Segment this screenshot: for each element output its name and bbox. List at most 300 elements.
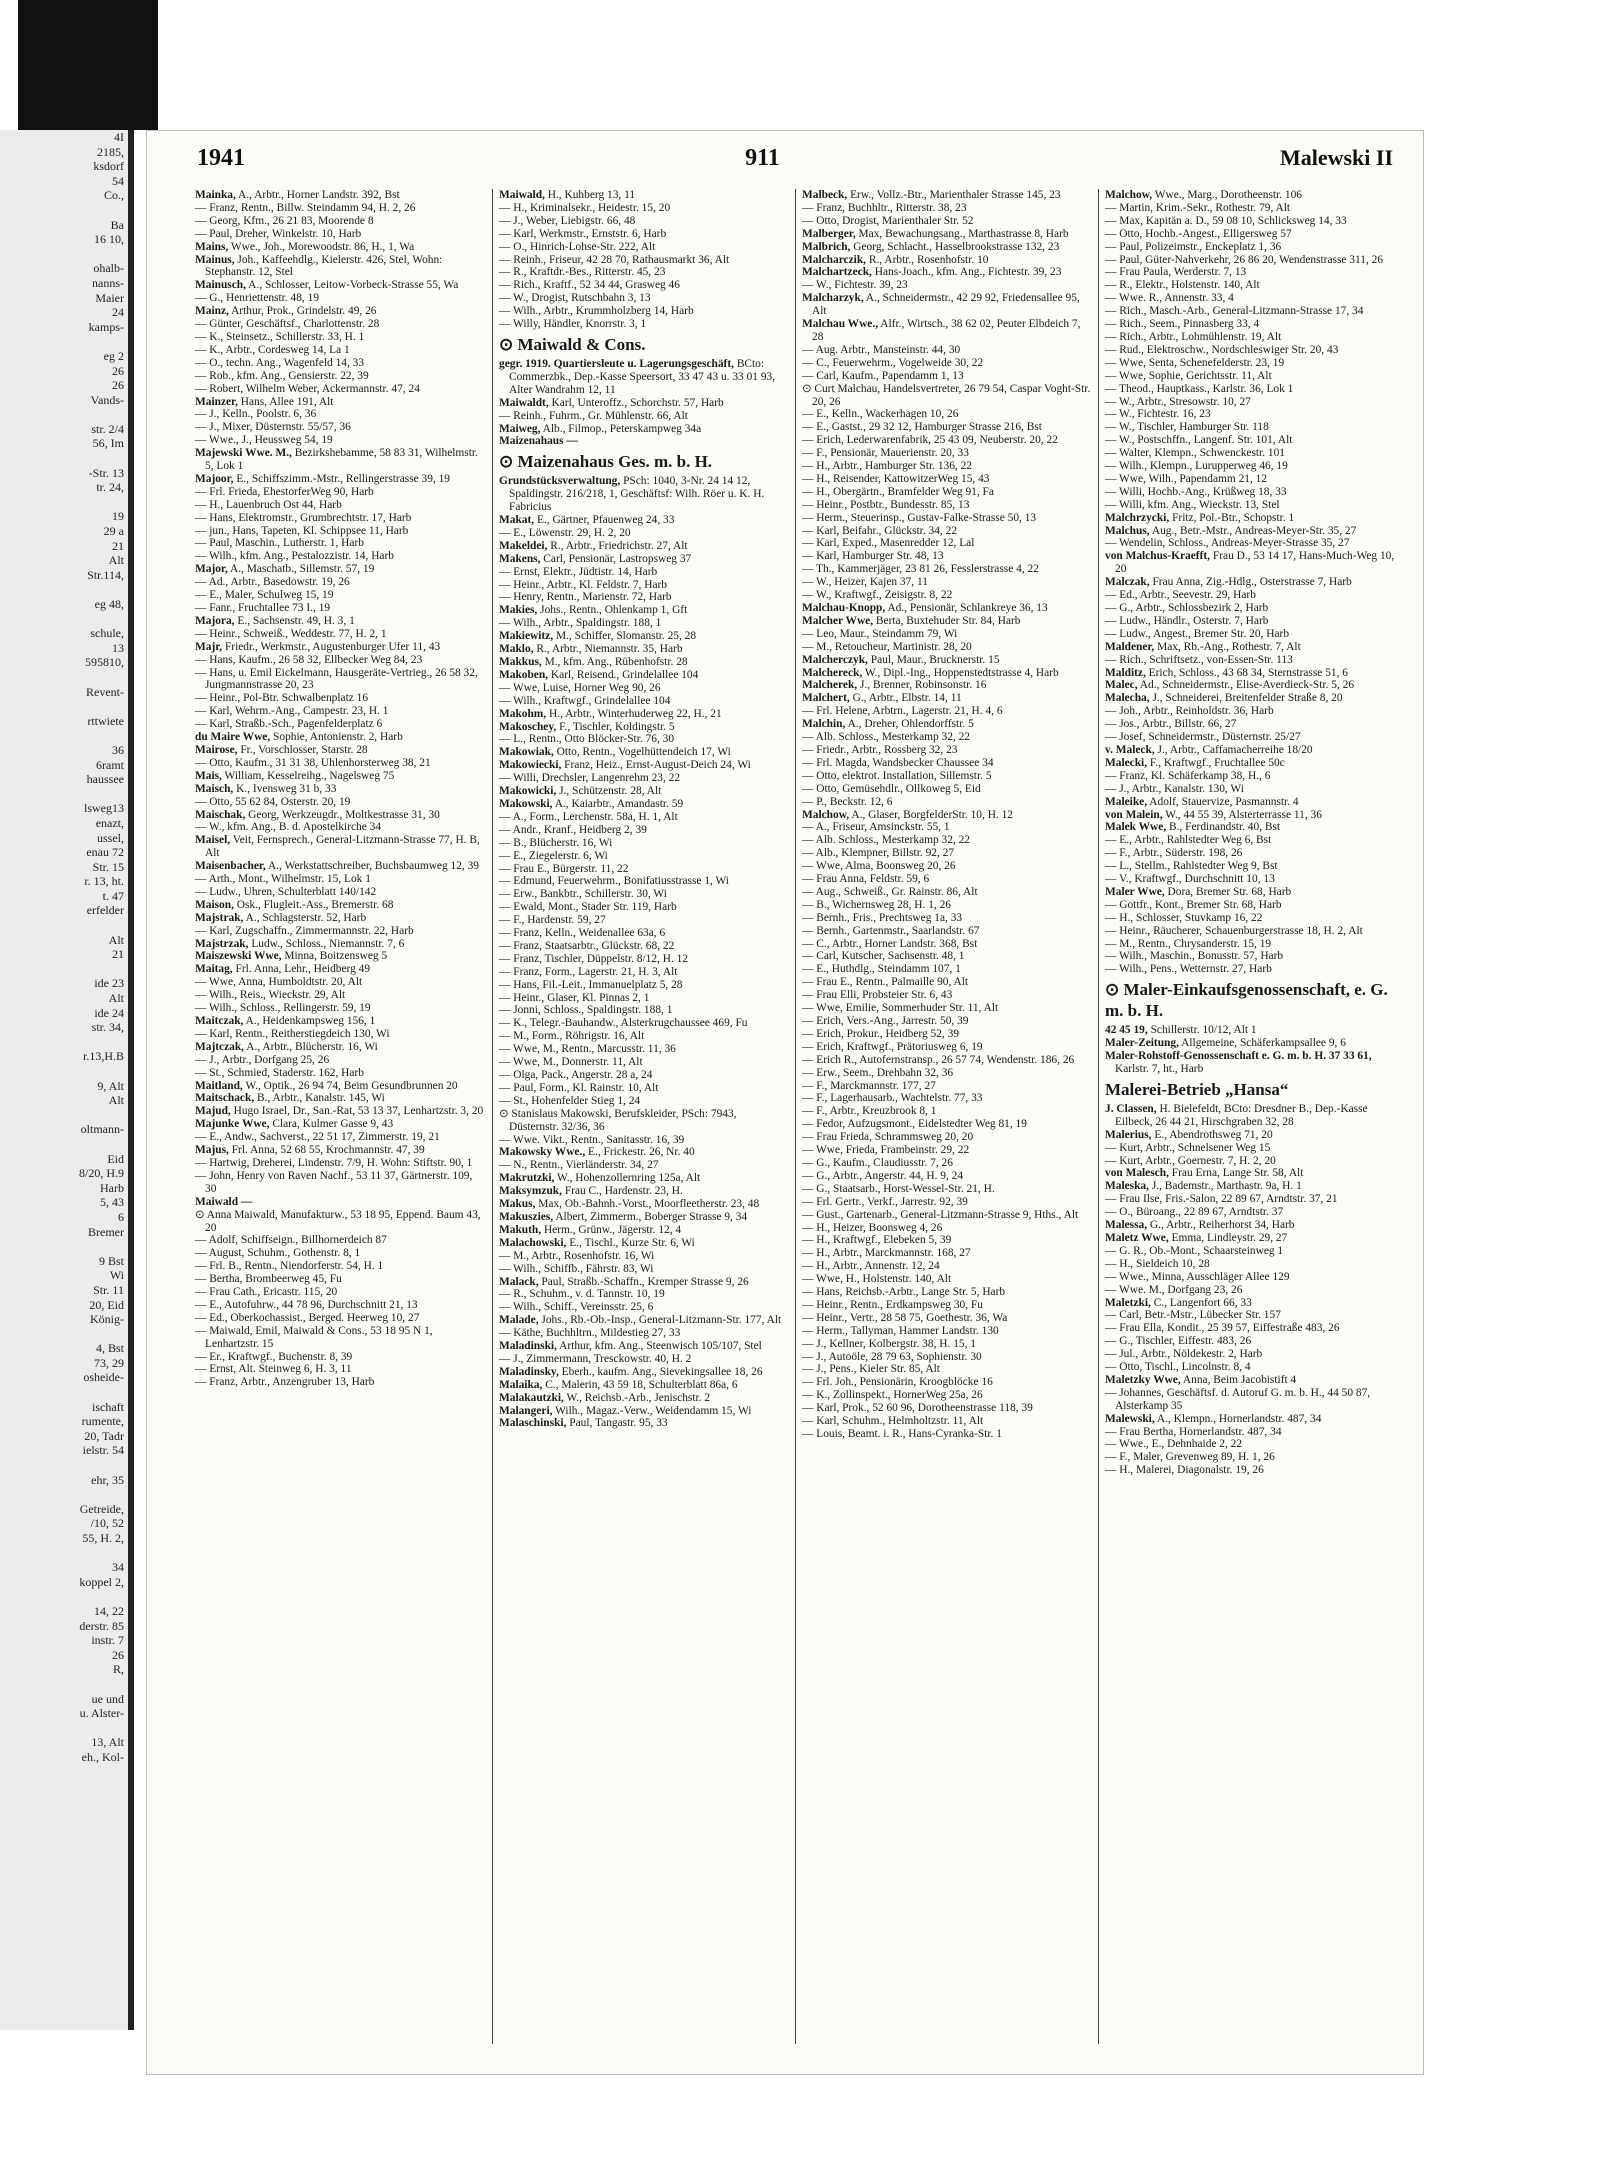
directory-entry: ⊙ Maler-Einkaufsgenossenschaft, e. G. m. b. H. xyxy=(1105,980,1388,1021)
directory-entry: — Otto, Drogist, Marienthaler Str. 52 xyxy=(802,214,974,227)
directory-entry: — Frau E., Bürgerstr. 11, 22 xyxy=(499,862,629,875)
directory-entry: Makat, E., Gärtner, Pfauenweg 24, 33 xyxy=(499,514,675,527)
directory-entry: — Otto, Tischl., Lincolnstr. 8, 4 xyxy=(1105,1361,1251,1374)
directory-entry: Malchau-Knopp, Ad., Pensionär, Schlankreye 36, 13 xyxy=(802,602,1048,614)
directory-entry: — Robert, Wilhelm Weber, Ackermannstr. 47, 24 xyxy=(195,382,420,395)
directory-entry: — Wwe, Senta, Schenefelderstr. 23, 19 xyxy=(1105,356,1285,369)
directory-entry: — Carl, Kaufm., Papendamm 1, 13 xyxy=(802,369,964,382)
directory-entry: Mais, William, Kesselreihg., Nagelsweg 75 xyxy=(195,769,395,782)
directory-entry: — R., Kraftdr.-Bes., Ritterstr. 45, 23 xyxy=(499,266,666,279)
directory-entry: Maler-Rohstoff-Genossenschaft e. G. m. b. H. 37 33 61, Karlstr. 7, ht., Harb xyxy=(1105,1050,1372,1075)
directory-entry: — M., Retoucheur, Martinistr. 28, 20 xyxy=(802,640,972,653)
directory-entry: — Frau Cath., Ericastr. 115, 20 xyxy=(195,1286,338,1299)
directory-entry: — Heinr., Vertr., 28 58 75, Goethestr. 36, Wa xyxy=(802,1311,1008,1324)
directory-entry: Majewski Wwe. M., Bezirkshebamme, 58 83 31, Wilhelmstr. 5, Lok 1 xyxy=(195,447,478,473)
fragment-line: Harb xyxy=(100,1180,124,1195)
directory-entry: Major, A., Maschatb., Sillemstr. 57, 19 xyxy=(195,563,375,576)
directory-entry: Majus, Frl. Anna, 52 68 55, Krochmannstr. 47, 39 xyxy=(195,1144,425,1157)
fragment-line: str. 34, xyxy=(91,1020,124,1035)
directory-entry: — Otto, Kaufm., 31 31 38, Uhlenhorsterweg 38, 21 xyxy=(195,756,431,769)
directory-entry: — Karl, Zugschaffn., Zimmermannstr. 22, Harb xyxy=(195,924,414,937)
directory-entry: — F., Hardenstr. 59, 27 xyxy=(499,914,606,927)
directory-entry: — Frl. Magda, Wandsbecker Chaussee 34 xyxy=(802,756,994,769)
fragment-line: 19 xyxy=(112,509,124,524)
fragment-line: nanns- xyxy=(92,275,124,290)
fragment-line: 595810, xyxy=(85,655,124,670)
directory-entry: Maisel, Veit, Fernsprech., General-Litzmann-Strasse 77, H. B, Alt xyxy=(195,834,480,860)
directory-entry: — Wendelin, Schloss., Andreas-Meyer-Strasse 35, 27 xyxy=(1105,537,1350,550)
directory-entry: — Wwe, Wilh., Papendamm 21, 12 xyxy=(1105,472,1268,485)
directory-entry: — K., Zollinspekt., HornerWeg 25a, 26 xyxy=(802,1389,983,1402)
directory-entry: — Ad., Arbtr., Basedowstr. 19, 26 xyxy=(195,576,350,589)
fragment-line: oltmann- xyxy=(80,1122,124,1137)
directory-entry: — Friedr., Arbtr., Rossberg 32, 23 xyxy=(802,743,958,756)
directory-entry: — E., Autofuhrw., 44 78 96, Durchschnitt 21, 13 xyxy=(195,1298,418,1311)
directory-entry: Maletzky Wwe, Anna, Beim Jacobistift 4 xyxy=(1105,1373,1297,1386)
fragment-line xyxy=(0,203,128,218)
fragment-line: schule, xyxy=(90,626,124,641)
fragment-line: 9 Bst xyxy=(98,1253,124,1268)
directory-entry: — Carl, Kutscher, Sachsenstr. 48, 1 xyxy=(802,950,965,963)
directory-entry: — Franz, Rentn., Billw. Steindamm 94, H. 2, 26 xyxy=(195,201,416,214)
directory-entry: Malcherczyk, Paul, Maur., Brucknerstr. 15 xyxy=(802,653,1000,666)
directory-entry: Malchin, A., Dreher, Ohlendorffstr. 5 xyxy=(802,718,974,731)
directory-entry: Makus, Max, Ob.-Bahnh.-Vorst., Moorfleetherstr. 23, 48 xyxy=(499,1198,760,1211)
directory-entry: — Hans, Kaufm., 26 58 32, Ellbecker Weg 84, 23 xyxy=(195,653,423,666)
directory-entry: — Ed., Oberkochassist., Berged. Heerweg 10, 27 xyxy=(195,1311,420,1324)
directory-entry: Majunke Wwe, Clara, Kulmer Gasse 9, 43 xyxy=(195,1118,394,1131)
directory-entry: — Frau Frieda, Schrammsweg 20, 20 xyxy=(802,1131,974,1144)
fragment-line xyxy=(0,1677,128,1692)
fragment-line xyxy=(0,1108,128,1123)
directory-entry: Grundstücksverwaltung, PSch: 1040, 3-Nr. 24 14 12, Spaldingstr. 216/218, 1, Geschäftsf: Wilh. Röer u. K. H. Fabricius xyxy=(499,475,765,514)
directory-entry: — Adolf, Schiffseign., Billhornerdeich 87 xyxy=(195,1234,387,1247)
directory-entry: Maleike, Adolf, Stauervize, Pasmannstr. 4 xyxy=(1105,795,1299,808)
directory-entry: — Bertha, Brombeerweg 45, Fu xyxy=(195,1273,342,1286)
fragment-line xyxy=(0,728,128,743)
directory-entry: — J., Weber, Liebigstr. 66, 48 xyxy=(499,214,636,227)
directory-entry: — Heinr., Arbtr., Kl. Feldstr. 7, Harb xyxy=(499,578,667,591)
fragment-line: König- xyxy=(90,1312,124,1327)
fragment-line: Wi xyxy=(109,1268,124,1283)
directory-entry: ⊙ Maiwald & Cons. xyxy=(499,334,646,354)
fragment-line: 13, Alt xyxy=(91,1735,124,1750)
directory-entry: — G., Henriettenstr. 48, 19 xyxy=(195,292,320,305)
directory-entry: Makiewitz, M., Schiffer, Slomanstr. 25, 28 xyxy=(499,630,697,643)
directory-entry: — Wilh., Schiff., Vereinsstr. 25, 6 xyxy=(499,1301,654,1314)
directory-entry: Makrutzki, W., Hohenzollernring 125a, Alt xyxy=(499,1172,701,1185)
directory-entry: — H., Reisender, KattowitzerWeg 15, 43 xyxy=(802,472,990,485)
directory-entry: — Heinr., Räucherer, Schauenburgerstrasse 18, H. 2, Alt xyxy=(1105,924,1363,937)
directory-entry: — Fedor, Aufzugsmont., Eidelstedter Weg 81, 19 xyxy=(802,1118,1027,1131)
directory-entry: — J., Arbtr., Dorfgang 25, 26 xyxy=(195,1053,330,1066)
fragment-line xyxy=(0,495,128,510)
fragment-line: 56, Im xyxy=(92,436,124,451)
fragment-line xyxy=(0,962,128,977)
fragment-line xyxy=(0,1327,128,1342)
directory-entry: — Carl, Betr.-Mstr., Lübecker Str. 157 xyxy=(1105,1309,1281,1322)
directory-entry: — Günter, Geschäftsf., Charlottenstr. 28 xyxy=(195,318,380,331)
directory-entry: — Rud., Elektroschw., Nordschleswiger Str. 20, 43 xyxy=(1105,343,1339,356)
directory-entry: — H., Arbtr., Annenstr. 12, 24 xyxy=(802,1260,940,1273)
fragment-line: koppel 2, xyxy=(79,1574,124,1589)
column-4 xyxy=(1098,189,1401,2044)
fragment-line: instr. 7 xyxy=(91,1633,124,1648)
directory-entry: Malachowski, E., Tischl., Kurze Str. 6, Wi xyxy=(499,1236,695,1249)
directory-entry: — G., Staatsarb., Horst-Wessel-Str. 21, H. xyxy=(802,1182,995,1195)
directory-entry: — H., Obergärtn., Bramfelder Weg 91, Fa xyxy=(802,485,994,498)
directory-entry: — E., Maler, Schulweg 15, 19 xyxy=(195,589,334,602)
previous-page-edge xyxy=(0,130,134,2030)
directory-entry: — Erich, Kraftwgf., Prätoriusweg 6, 19 xyxy=(802,1040,983,1053)
directory-entry: — Kurt, Arbtr., Schnelsener Weg 15 xyxy=(1105,1141,1271,1154)
fragment-line: erfelder xyxy=(86,903,124,918)
directory-entry: — Erich, Lederwarenfabrik, 25 43 09, Neuberstr. 20, 22 xyxy=(802,434,1058,447)
directory-entry: — Frau Bertha, Hornerlandstr. 487, 34 xyxy=(1105,1425,1282,1438)
directory-entry: — Olga, Pack., Angerstr. 28 a, 24 xyxy=(499,1069,653,1081)
fragment-line: Co., xyxy=(103,188,124,203)
fragment-line: 36 xyxy=(112,742,124,757)
directory-entry: — Alb. Schloss., Mesterkamp 32, 22 xyxy=(802,834,971,847)
fragment-line xyxy=(0,451,128,466)
fragment-line xyxy=(0,612,128,627)
directory-entry: Malewski, A., Klempn., Hornerlandstr. 487, 34 xyxy=(1105,1412,1322,1425)
directory-entry: — G., Tischler, Eiffestr. 483, 26 xyxy=(1105,1335,1252,1348)
directory-entry: — Theod., Hauptkass., Karlstr. 36, Lok 1 xyxy=(1105,382,1294,395)
directory-entry: Malchus, Aug., Betr.-Mstr., Andreas-Meyer-Str. 35, 27 xyxy=(1105,524,1357,537)
directory-entry: Malchau Wwe., Alfr., Wirtsch., 38 62 02, Peuter Elbdeich 7, 28 xyxy=(802,318,1081,343)
directory-entry: — Otto, Gemüsehdlr., Ollkoweg 5, Eid xyxy=(802,782,981,795)
directory-entry: — Ludw., Händlr., Osterstr. 7, Harb xyxy=(1105,614,1269,627)
directory-entry: — St., Hohenfelder Stieg 1, 24 xyxy=(499,1094,641,1107)
directory-entry: — Käthe, Buchhltrn., Mildestieg 27, 33 xyxy=(499,1327,681,1340)
directory-entry: Malchert, G., Arbtr., Elbstr. 14, 11 xyxy=(802,692,962,705)
directory-entry: — Heinr., Glaser, Kl. Pinnas 2, 1 xyxy=(499,991,650,1004)
directory-entry: — Wwe, M., Donnerstr. 11, Alt xyxy=(499,1056,643,1069)
directory-entry: — Rich., Kraftf., 52 34 44, Grasweg 46 xyxy=(499,279,680,292)
directory-entry: — Kurt, Arbtr., Goernestr. 7, H. 2, 20 xyxy=(1105,1154,1276,1167)
fragment-line: 20, Tadr xyxy=(84,1428,124,1443)
directory-entry: — F., Arbtr., Kreuzbrook 8, 1 xyxy=(802,1105,937,1118)
directory-entry: — Wwe, Frieda, Frambeinstr. 29, 22 xyxy=(802,1144,970,1157)
directory-entry: Makoschey, F., Tischler, Koldingstr. 5 xyxy=(499,720,675,733)
directory-entry: — O., Büroang., 22 89 67, Arndtstr. 37 xyxy=(1105,1206,1284,1219)
directory-entry: — Otto, elektrot. Installation, Sillemstr. 5 xyxy=(802,769,992,782)
directory-entry: Maletzki, C., Langenfort 66, 33 xyxy=(1105,1296,1252,1309)
directory-entry: — H., Malerei, Diagonalstr. 19, 26 xyxy=(1105,1464,1264,1477)
directory-entry: — Wilh., Arbtr., Krummholzberg 14, Harb xyxy=(499,305,694,318)
directory-entry: — Wwe., J., Heussweg 54, 19 xyxy=(195,434,333,447)
directory-entry: — H., Kraftwgf., Elebeken 5, 39 xyxy=(802,1234,952,1247)
directory-entry: Mainz, Arthur, Prok., Grindelstr. 49, 26 xyxy=(195,305,377,318)
directory-entry: — H., Lauenbruch Ost 44, Harb xyxy=(195,498,342,511)
directory-entry: Maitland, W., Optik., 26 94 74, Beim Gesundbrunnen 20 xyxy=(195,1079,458,1092)
directory-entry: — Willi, Drechsler, Langenrehm 23, 22 xyxy=(499,772,681,785)
directory-entry: — Wilh., Maschin., Bonusstr. 57, Harb xyxy=(1105,950,1284,963)
directory-entry: — A., Form., Lerchenstr. 58a, H. 1, Alt xyxy=(499,810,678,823)
directory-entry: — Frl. Joh., Pensionärin, Kroogblöcke 16 xyxy=(802,1376,993,1389)
fragment-line: ehr, 35 xyxy=(91,1472,124,1487)
fragment-line: -Str. 13 xyxy=(88,465,124,480)
directory-entry: Malbrich, Georg, Schlacht., Hasselbrookstrasse 132, 23 xyxy=(802,240,1060,253)
directory-entry: Malchrzycki, Fritz, Pol.-Btr., Schopstr. 1 xyxy=(1105,511,1295,524)
directory-entry: Malczak, Frau Anna, Zig.-Hdlg., Osterstrasse 7, Harb xyxy=(1105,576,1352,589)
directory-entry: — M., Rentn., Chrysanderstr. 15, 19 xyxy=(1105,937,1272,950)
fragment-line xyxy=(0,407,128,422)
directory-entry: — Karl, Beifahr., Glückstr. 34, 22 xyxy=(802,524,958,537)
fragment-line: ielstr. 54 xyxy=(82,1443,124,1458)
directory-entry: — Max, Kapitän a. D., 59 08 10, Schlicksweg 14, 33 xyxy=(1105,214,1347,227)
directory-entry: Majstrzak, Ludw., Schloss., Niemannstr. 7, 6 xyxy=(195,937,405,950)
directory-entry: — Louis, Beamt. i. R., Hans-Cyranka-Str. 1 xyxy=(802,1428,1002,1440)
directory-entry: — Reinh., Fuhrm., Gr. Mühlenstr. 66, Alt xyxy=(499,409,688,422)
directory-entry: Malchartzeck, Hans-Joach., kfm. Ang., Fichtestr. 39, 23 xyxy=(802,266,1062,279)
directory-entry: Malecha, J., Schneiderei, Breitenfelder Straße 8, 20 xyxy=(1105,692,1343,705)
directory-entry: — Franz, Staatsarbtr., Glückstr. 68, 22 xyxy=(499,939,675,952)
directory-entry: — Th., Kammerjäger, 23 81 26, Fesslerstrasse 4, 22 xyxy=(802,563,1039,576)
fragment-line xyxy=(0,1546,128,1561)
directory-entry: Maleska, J., Bademstr., Marthastr. 9a, H. 1 xyxy=(1105,1180,1302,1193)
directory-entry: — W., Heizer, Kajen 37, 11 xyxy=(802,576,928,589)
directory-entry: — Otto, 55 62 84, Osterstr. 20, 19 xyxy=(195,795,351,808)
directory-entry: — W., Postschffn., Langenf. Str. 101, Alt xyxy=(1105,434,1293,447)
directory-entry: Makowsky Wwe., E., Frickestr. 26, Nr. 40 xyxy=(499,1146,695,1159)
directory-entry: — Arth., Mont., Wilhelmstr. 15, Lok 1 xyxy=(195,873,371,886)
fragment-line: 6ramt xyxy=(96,757,124,772)
directory-entry: Maler-Zeitung, Allgemeine, Schäferkampsallee 9, 6 xyxy=(1105,1037,1346,1050)
directory-entry: — H., Sieldeich 10, 28 xyxy=(1105,1257,1210,1270)
directory-entry: — E., Arbtr., Rahlstedter Weg 6, Bst xyxy=(1105,834,1272,847)
directory-entry: Maiwaldt, Karl, Unteroffz., Schorchstr. 57, Harb xyxy=(499,396,724,409)
directory-entry: Malcharzyk, A., Schneidermstr., 42 29 92, Friedensallee 95, Alt xyxy=(802,292,1080,318)
directory-entry: — Frl. Gertr., Verkf., Jarrestr. 92, 39 xyxy=(802,1195,968,1208)
directory-entry: — Hans, Fil.-Leit., Immanuelplatz 5, 28 xyxy=(499,978,683,991)
directory-entry: — F., Lagerhausarb., Wachtelstr. 77, 33 xyxy=(802,1092,983,1105)
directory-entry: — Wilh., Pens., Wetternstr. 27, Harb xyxy=(1105,963,1272,976)
directory-entry: — Ludw., Uhren, Schulterblatt 140/142 xyxy=(195,885,377,898)
fragment-line: Str. 11 xyxy=(93,1282,124,1297)
fragment-line: 21 xyxy=(112,947,124,962)
directory-entry: — Bernh., Gartenmstr., Saarlandstr. 67 xyxy=(802,924,980,937)
directory-entry: Makens, Carl, Pensionär, Lastropsweg 37 xyxy=(499,552,692,565)
directory-entry: — Otto, Hochb.-Angest., Elligersweg 57 xyxy=(1105,227,1292,240)
directory-entry: — H., Heizer, Boonsweg 4, 26 xyxy=(802,1221,943,1234)
directory-entry: — Ed., Arbtr., Seevestr. 29, Harb xyxy=(1105,589,1256,602)
directory-entry: ⊙ Anna Maiwald, Manufakturw., 53 18 95, Eppend. Baum 43, 20 xyxy=(195,1208,481,1234)
fragment-line xyxy=(0,1035,128,1050)
directory-entry: — Hans, Elektromstr., Grumbrechtstr. 17, Harb xyxy=(195,511,412,524)
directory-entry: Maler Wwe, Dora, Bremer Str. 68, Harb xyxy=(1105,885,1292,898)
page-year: 1941 xyxy=(197,144,245,171)
directory-entry: — H., Arbtr., Hamburger Str. 136, 22 xyxy=(802,460,973,473)
directory-entry: — Frau Paula, Werderstr. 7, 13 xyxy=(1105,266,1247,279)
fragment-line: 4, Bst xyxy=(95,1341,124,1356)
fragment-line: haussee xyxy=(86,772,124,787)
directory-entry: — Wilh., Arbtr., Spaldingstr. 188, 1 xyxy=(499,617,662,630)
directory-entry: Maladinsky, Eberh., kaufm. Ang., Sievekingsallee 18, 26 xyxy=(499,1365,763,1378)
directory-entry: — Ewald, Mont., Stader Str. 119, Harb xyxy=(499,901,677,914)
directory-entry: — W., Fichtestr. 39, 23 xyxy=(802,279,908,292)
fragment-line: eg 48, xyxy=(94,597,124,611)
fragment-line: ue und xyxy=(91,1691,124,1706)
directory-entry: — Aug., Schweiß., Gr. Rainstr. 86, Alt xyxy=(802,885,978,898)
directory-columns xyxy=(189,189,1401,2044)
fragment-line xyxy=(0,247,128,262)
directory-entry: — Johannes, Geschäftsf. d. Autoruf G. m. b. H., 44 50 87, Alsterkamp 35 xyxy=(1105,1386,1371,1412)
directory-entry: — Paul, Maschin., Lutherstr. 1, Harb xyxy=(195,537,364,550)
directory-entry: — P., Beckstr. 12, 6 xyxy=(802,795,893,808)
directory-entry: v. Maleck, J., Arbtr., Caffamacherreihe 18/20 xyxy=(1105,743,1313,756)
directory-entry: — Frl. Frieda, EhestorferWeg 90, Harb xyxy=(195,485,374,498)
directory-entry: du Maire Wwe, Sophie, Antonienstr. 2, Harb xyxy=(195,731,403,744)
fragment-line: Alt xyxy=(108,1093,124,1108)
fragment-line: ide 24 xyxy=(94,1005,124,1020)
fragment-line: Alt xyxy=(108,932,124,947)
directory-entry: — K., Steinsetz., Schillerstr. 33, H. 1 xyxy=(195,330,365,343)
directory-entry: Malakautzki, W., Reichsb.-Arb., Jenischstr. 2 xyxy=(499,1391,711,1404)
directory-entry: — Bernh., Fris., Prechtsweg 1a, 33 xyxy=(802,911,963,924)
directory-entry: — Herm., Steuerinsp., Gustav-Falke-Strasse 50, 13 xyxy=(802,511,1037,524)
fragment-line: 13 xyxy=(112,640,124,655)
directory-entry: — Gust., Gartenarb., General-Litzmann-Strasse 9, Hths., Alt xyxy=(802,1208,1079,1221)
directory-entry: Majtczak, A., Arbtr., Blücherstr. 16, Wi xyxy=(195,1040,378,1053)
fragment-line: rttwiete xyxy=(87,713,124,728)
fragment-line: 2185, xyxy=(97,144,124,159)
fragment-line: rumente, xyxy=(81,1414,124,1429)
directory-entry: Malek Wwe, B., Ferdinandstr. 40, Bst xyxy=(1105,821,1281,834)
directory-entry: — jun., Hans, Tapeten, Kl. Schippsee 11, Harb xyxy=(195,524,409,537)
fragment-line: 26 xyxy=(112,378,124,393)
directory-entry: — Wilh., Reis., Wieckstr. 29, Alt xyxy=(195,989,346,1002)
directory-entry: — O., Hinrich-Lohse-Str. 222, Alt xyxy=(499,240,656,253)
fragment-line: Ba xyxy=(110,217,124,232)
directory-entry: — H., Arbtr., Marckmannstr. 168, 27 xyxy=(802,1247,971,1260)
directory-entry: Makoben, Karl, Reisend., Grindelallee 104 xyxy=(499,668,699,681)
directory-entry: — E., Kelln., Wackerhagen 10, 26 xyxy=(802,408,959,421)
fragment-line: u. Alster- xyxy=(79,1706,124,1721)
fragment-line xyxy=(0,1458,128,1473)
directory-entry: Malchow, A., Glaser, BorgfelderStr. 10, H. 12 xyxy=(802,808,1014,821)
directory-entry: — B., Blücherstr. 16, Wi xyxy=(499,836,613,849)
fragment-line: Alt xyxy=(108,991,124,1006)
fragment-line xyxy=(0,1137,128,1152)
directory-entry: — Fanr., Fruchtallee 73 I., 19 xyxy=(195,602,331,614)
directory-entry: — Karl, Wehrm.-Ang., Campestr. 23, H. 1 xyxy=(195,705,389,718)
fragment-line: 5, 43 xyxy=(100,1195,124,1210)
column-3 xyxy=(795,189,1098,2044)
directory-entry: Maladinski, Arthur, kfm. Ang., Steenwisch 105/107, Stel xyxy=(499,1340,762,1353)
directory-entry: — Rich., Arbtr., Lohmühlenstr. 19, Alt xyxy=(1105,330,1282,343)
directory-entry: — Franz, Arbtr., Anzengruber 13, Harb xyxy=(195,1376,375,1389)
fragment-line: ussel, xyxy=(97,830,124,845)
fragment-line: 24 xyxy=(112,305,124,320)
directory-entry: — Reinh., Friseur, 42 28 70, Rathausmarkt 36, Alt xyxy=(499,253,730,266)
directory-entry: — E., Löwenstr. 29, H. 2, 20 xyxy=(499,526,631,539)
fragment-line: 16 10, xyxy=(94,232,124,247)
directory-entry: Maletz Wwe, Emma, Lindleystr. 29, 27 xyxy=(1105,1231,1288,1244)
directory-entry: — Hans, u. Emil Eickelmann, Hausgeräte-Vertrieg., 26 58 32, Jungmannstrasse 20, 23 xyxy=(195,666,478,692)
directory-entry: — Wwe, Luise, Horner Weg 90, 26 xyxy=(499,681,661,694)
directory-entry: — H., Kriminalsekr., Heidestr. 15, 20 xyxy=(499,201,671,214)
directory-entry: — Frau Anna, Feldstr. 59, 6 xyxy=(802,873,930,886)
fragment-line: 20, Eid xyxy=(89,1297,124,1312)
directory-entry: — Karl, Schuhm., Helmholtzstr. 11, Alt xyxy=(802,1415,984,1428)
fragment-line: r. 13, ht. xyxy=(84,874,124,889)
directory-entry: Makuszies, Albert, Zimmerm., Boberger Strasse 9, 34 xyxy=(499,1210,748,1223)
directory-entry: Malec, Ad., Schneidermstr., Elise-Averdieck-Str. 5, 26 xyxy=(1105,679,1355,692)
page-header xyxy=(197,143,1393,173)
directory-entry: Maitschack, B., Arbtr., Kanalstr. 145, Wi xyxy=(195,1092,385,1105)
fragment-line: r.13,H.B xyxy=(82,1049,124,1064)
fragment-line xyxy=(0,699,128,714)
directory-entry: Malchereck, W., Dipl.-Ing., Hoppenstedtstrasse 4, Harb xyxy=(802,666,1059,679)
fragment-line: enau 72 xyxy=(86,845,124,860)
directory-entry: — J., Autoöle, 28 79 63, Sophienstr. 30 xyxy=(802,1350,982,1363)
directory-entry: — C., Arbtr., Horner Landstr. 368, Bst xyxy=(802,937,978,950)
fragment-line: 9, Alt xyxy=(97,1078,124,1093)
directory-entry: — G., Arbtr., Schlossbezirk 2, Harb xyxy=(1105,602,1269,614)
directory-entry: — Wwe., Minna, Ausschläger Allee 129 xyxy=(1105,1270,1290,1283)
fragment-line xyxy=(0,918,128,933)
directory-entry: — F., Arbtr., Süderstr. 198, 26 xyxy=(1105,847,1243,860)
directory-entry: — Hans, Reichsb.-Arbtr., Lange Str. 5, Harb xyxy=(802,1286,1006,1299)
directory-entry: — Heinr., Rentn., Erdkampsweg 30, Fu xyxy=(802,1298,983,1311)
directory-entry: — Er., Kraftwgf., Buchenstr. 8, 39 xyxy=(195,1350,353,1363)
fragment-line: 6 xyxy=(118,1209,124,1224)
directory-entry: — Rich., Seem., Pinnasberg 33, 4 xyxy=(1105,318,1260,331)
column-1 xyxy=(189,189,492,2044)
directory-entry: — Wwe. Vikt., Rentn., Sanitasstr. 16, 39 xyxy=(499,1133,685,1146)
directory-entry: Maisenbacher, A., Werkstattschreiber, Buchsbaumweg 12, 39 xyxy=(195,860,479,873)
directory-entry: Malack, Paul, Straßb.-Schaffn., Kremper Strasse 9, 26 xyxy=(499,1275,749,1288)
directory-entry: Makowicki, J., Schützenstr. 28, Alt xyxy=(499,785,662,798)
directory-entry: — W., Drogist, Rutschbahn 3, 13 xyxy=(499,292,651,305)
directory-entry: Maksymzuk, Frau C., Hardenstr. 23, H. xyxy=(499,1185,683,1198)
fragment-line: 34 xyxy=(112,1560,124,1575)
directory-entry: — Paul, Dreher, Winkelstr. 10, Harb xyxy=(195,227,362,240)
previous-page-fragments xyxy=(0,130,128,1765)
directory-entry: Maizenahaus — xyxy=(499,435,578,448)
directory-entry: Majstrak, A., Schlagsterstr. 52, Harb xyxy=(195,911,367,924)
fragment-line xyxy=(0,1385,128,1400)
directory-entry: — Frau Ella, Kondit., 25 39 57, Eiffestraße 483, 26 xyxy=(1105,1322,1340,1335)
directory-entry: — W., Fichtestr. 16, 23 xyxy=(1105,408,1211,421)
directory-entry: — Hartwig, Dreherei, Lindenstr. 7/9, H. Wohn: Stiftstr. 90, 1 xyxy=(195,1156,473,1169)
directory-entry: Majoor, E., Schiffszimm.-Mstr., Rellingerstrasse 39, 19 xyxy=(195,472,451,485)
fragment-line: ischaft xyxy=(92,1399,124,1414)
directory-entry: — N., Rentn., Vierländerstr. 34, 27 xyxy=(499,1159,659,1172)
directory-entry: — Franz, Kl. Schäferkamp 38, H., 6 xyxy=(1105,769,1271,782)
directory-entry: — G. R., Ob.-Mont., Schaarsteinweg 1 xyxy=(1105,1244,1284,1257)
directory-entry: — Erich R., Autofernstransp., 26 57 74, Wendenstr. 186, 26 xyxy=(802,1053,1075,1066)
directory-entry: — K., Arbtr., Cordesweg 14, La 1 xyxy=(195,343,350,356)
directory-entry: Malchow, Wwe., Marg., Dorotheenstr. 106 xyxy=(1105,189,1303,201)
directory-entry: Mainus, Joh., Kaffeehdlg., Kielerstr. 426, Stel, Wohn: Stephanstr. 12, Stel xyxy=(195,253,443,279)
directory-entry: — Erw., Bankbtr., Schillerstr. 30, Wi xyxy=(499,888,667,901)
directory-entry: — Franz, Buchhltr., Ritterstr. 38, 23 xyxy=(802,201,967,214)
directory-entry: — Ludw., Angest., Bremer Str. 20, Harb xyxy=(1105,627,1290,640)
directory-entry: — Rich., Masch.-Arb., General-Litzmann-Strasse 17, 34 xyxy=(1105,305,1364,318)
fragment-line: 14, 22 xyxy=(94,1603,124,1618)
directory-entry: — August, Schuhm., Gothenstr. 8, 1 xyxy=(195,1247,361,1260)
directory-entry: Maisch, K., Ivensweg 31 b, 33 xyxy=(195,782,337,795)
directory-entry: Maiwald, H., Kuhberg 13, 11 xyxy=(499,189,636,201)
directory-entry: — Alb. Schloss., Mesterkamp 32, 22 xyxy=(802,731,971,744)
directory-entry: — F., Marckmannstr. 177, 27 xyxy=(802,1079,936,1092)
directory-entry: — Ernst, Elektr., Jüdtistr. 14, Harb xyxy=(499,565,658,578)
fragment-line: R, xyxy=(112,1662,124,1677)
directory-entry: — Willi, Hochb.-Ang., Krüßweg 18, 33 xyxy=(1105,485,1287,498)
